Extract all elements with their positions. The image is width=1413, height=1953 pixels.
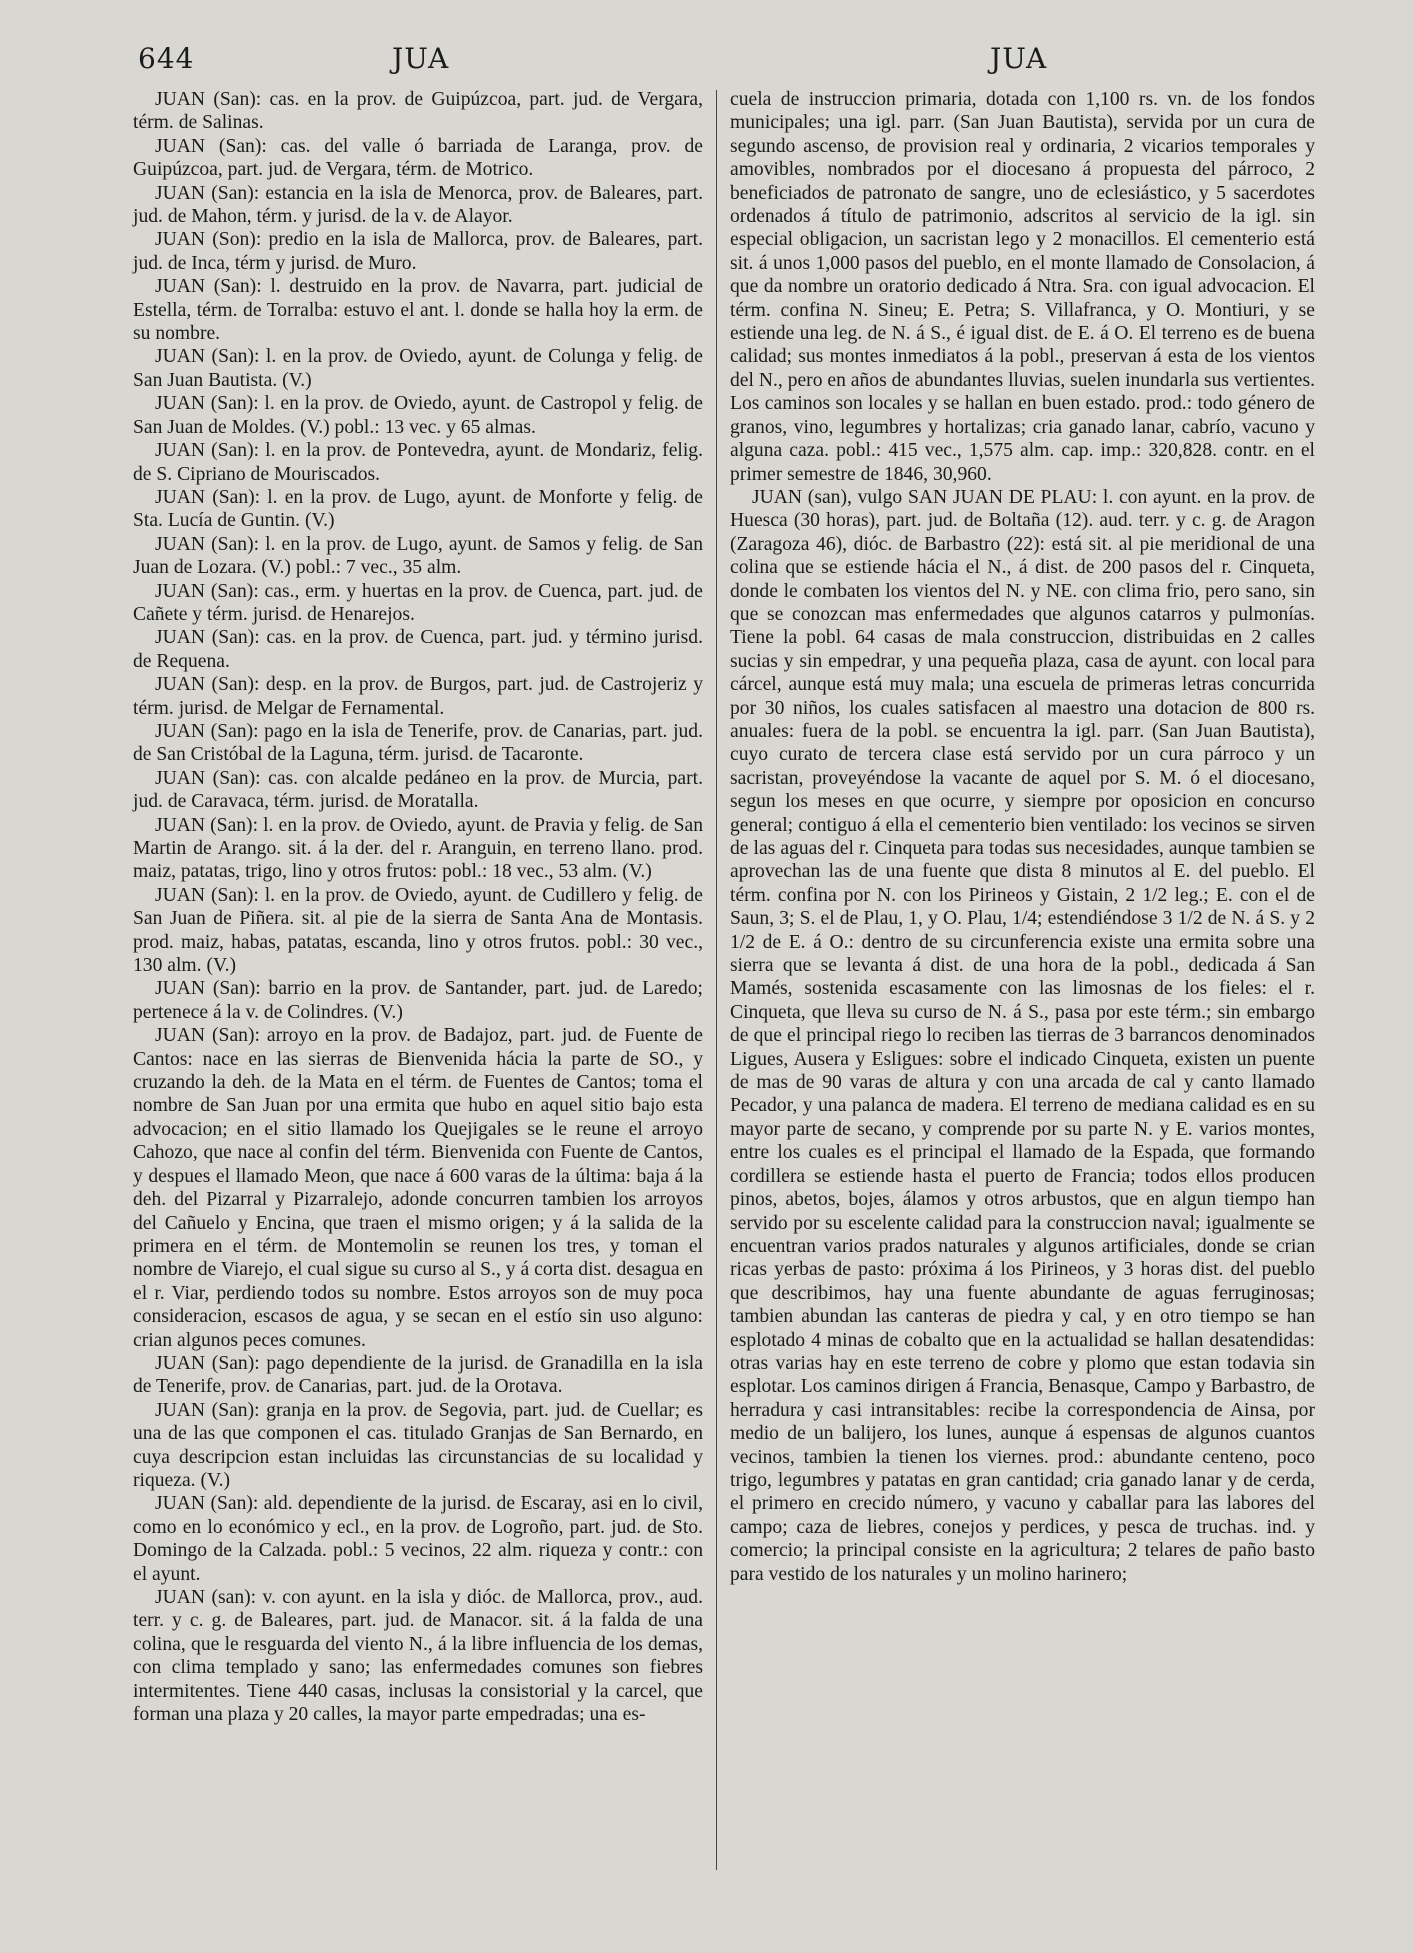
- entry: JUAN (San): estancia en la isla de Menorca, prov. de Baleares, part. jud. de Mahon, térm. y jurisd. de la v. de Alayor.: [133, 182, 703, 228]
- entry: JUAN (San): arroyo en la prov. de Badajoz, part. jud. de Fuente de Cantos: nace en las sierras de Bienvenida hácia la parte de SO., y cruzando la deh. de la Mata en el térm. de Fuentes de Cantos; toma el nombre de San Juan por una ermita que hubo en aquel sitio bajo esta advocacion; en el sitio llamado los Quejigales se le reune el arroyo Cahozo, que nace al confin del térm. Bienvenida con Fuente de Cantos, y despues el llamado Meon, que nace á 600 varas de la última: baja á la deh. del Pizarral y Pizarralejo, adonde concurren tambien los arroyos del Cañuelo y Encina, que traen el mismo origen; y á la salida de la primera en el térm. de Montemolin se reunen los tres, y toman el nombre de Viarejo, el cual sigue su curso al S., y á corta dist. desagua en el r. Viar, perdiendo todos su nombre. Estos arroyos son de muy poca consideracion, escasos de agua, y se secan en el estío sin uso alguno: crian algunos peces comunes.: [133, 1025, 703, 1351]
- entry: JUAN (san): v. con ayunt. en la isla y dióc. de Mallorca, prov., aud. terr. y c. g. de Baleares, part. jud. de Manacor. sit. á la falda de una colina, que le resguarda del viento N., á la libre influencia de los demas, con clima templado y sano; las enfermedades comunes son fiebres intermitentes. Tiene 440 casas, inclusas la consistorial y la carcel, que forman una plaza y 20 calles, la mayor parte empedradas; una es-: [133, 1587, 703, 1726]
- entry: JUAN (San): cas. en la prov. de Guipúzcoa, part. jud. de Vergara, térm. de Salinas.: [133, 89, 703, 134]
- entry: JUAN (San): cas. con alcalde pedáneo en la prov. de Murcia, part. jud. de Caravaca, térm. jurisd. de Moratalla.: [133, 767, 703, 813]
- entry: JUAN (San): l. en la prov. de Pontevedra, ayunt. de Mondariz, felig. de S. Cipriano de Mouriscados.: [133, 440, 703, 485]
- entry-continuation: cuela de instruccion primaria, dotada con 1,100 rs. vn. de los fondos municipales; una igl. parr. (San Juan Bautista), servida por un cura de segundo ascenso, de provision real y ordinaria, 2 vicarios temporales y amovibles, nombrados por el diocesano á propuesta del párroco, 2 beneficiados de patronato de sangre, uno de eclesiástico, y 5 sacerdotes ordenados á título de patrimonio, adscritos al servicio de la igl. sin especial obligacion, un sacristan lego y 2 monacillos. El cementerio está sit. á unos 1,000 pasos del pueblo, en el monte llamado de Consolacion, á que da nombre un oratorio dedicado á Ntra. Sra. con igual advocacion. El térm. confina N. Sineu; E. Petra; S. Villafranca, y O. Montiuri, y se estiende una leg. de N. á S., é igual dist. de E. á O. El terreno es de buena calidad; sus montes inmediatos á la pobl., preservan á esta de los vientos del N., pero en años de abundantes lluvias, suelen inundarla sus vertientes. Los caminos son locales y se hallan en buen estado. prod.: todo género de granos, vino, legumbres y hortalizas; cria ganado lanar, cabrío, vacuno y alguna caza. pobl.: 415 vec., 1,575 alm. cap. imp.: 320,828. contr. en el primer semestre de 1846, 30,960.: [730, 89, 1315, 485]
- entry: JUAN (San): granja en la prov. de Segovia, part. jud. de Cuellar; es una de las que componen el cas. titulado Granjas de San Bernardo, en cuya descripcion estan incluidas las circunstancias de su localidad y riqueza. (V.): [133, 1399, 703, 1491]
- column-divider: [716, 90, 717, 1870]
- entry: JUAN (San): cas. del valle ó barriada de Laranga, prov. de Guipúzcoa, part. jud. de Vergara, térm. de Motrico.: [133, 135, 703, 181]
- entry: JUAN (San): l. en la prov. de Oviedo, ayunt. de Colunga y felig. de San Juan Bautista. (V.): [133, 346, 703, 391]
- entry: JUAN (San): cas. en la prov. de Cuenca, part. jud. y término jurisd. de Requena.: [133, 627, 703, 672]
- entry: JUAN (San): l. destruido en la prov. de Navarra, part. judicial de Estella, térm. de Torralba: estuvo el ant. l. donde se halla hoy la erm. de su nombre.: [133, 276, 703, 345]
- entry: JUAN (San): l. en la prov. de Oviedo, ayunt. de Pravia y felig. de San Martin de Arango. sit. á la der. del r. Aranguin, en terreno llano. prod. maiz, patatas, trigo, lino y otros frutos: pobl.: 18 vec., 53 alm. (V.): [133, 814, 703, 883]
- right-column: [730, 88, 1315, 1586]
- running-head-right: JUA: [990, 42, 1048, 75]
- entry: JUAN (San): pago dependiente de la jurisd. de Granadilla en la isla de Tenerife, prov. de Canarias, part. jud. de la Orotava.: [133, 1352, 703, 1398]
- entry: JUAN (san), vulgo SAN JUAN DE PLAU: l. con ayunt. en la prov. de Huesca (30 horas), part. jud. de Boltaña (12). aud. terr. y c. g. de Aragon (Zaragoza 46), dióc. de Barbastro (22): está sit. al pie meridional de una colina que se estiende hácia el N., á dist. de 200 pasos del r. Cinqueta, donde le combaten los vientos del N. y NE. con clima frio, pero sano, sin que se conozcan mas enfermedades que algunos catarros y pulmonías. Tiene la pobl. 64 casas de mala construccion, distribuidas en 2 calles sucias y sin empedrar, y una pequeña plaza, casa de ayunt. con local para cárcel, aunque está muy mala; una escuela de primeras letras concurrida por 30 niños, los cuales satisfacen al maestro una dotacion de 800 rs. anuales: fuera de la pobl. se encuentra la igl. parr. (San Juan Bautista), cuyo curato de tercera clase está servido por un cura párroco y un sacristan, proveyéndose la vacante de aquel por S. M. ó el diocesano, segun los meses en que ocurre, y siempre por oposicion en concurso general; contiguo á ella el cementerio bien ventilado: los vecinos se sirven de las aguas del r. Cinqueta para todas sus necesidades, aunque tambien se aprovechan las de una fuente que dista 8 minutos al E. del pueblo. El térm. confina por N. con los Pirineos y Gistain, 2 1/2 leg.; E. con el de Saun, 3; S. el de Plau, 1, y O. Plau, 1/4; estendiéndose 3 1/2 de N. á S. y 2 1/2 de E. á O.: dentro de su circunferencia existe una ermita sobre una sierra que se levanta á dist. de una hora de la pobl., dedicada á San Mamés, sostenida escasamente con las limosnas de los fieles: el r. Cinqueta, que lleva su curso de N. á S., pasa por este térm.; sin embargo de que el principal riego lo reciben las tierras de 3 barrancos denominados Ligues, Ausera y Esligues: sobre el indicado Cinqueta, existen un puente de mas de 90 varas de altura y con una arcada de cal y canto llamado Pecador, y una palanca de madera. El terreno de mediana calidad es en su mayor parte de secano, y comprende por su parte N. y E. varios montes, entre los cuales es el principal el llamado de la Espada, que formando cordillera se estiende hasta el puerto de Francia; todos ellos producen pinos, abetos, bojes, álamos y otros arbustos, que en algun tiempo han servido por su escelente calidad para la construccion naval; igualmente se encuentran varios prados naturales y algunos artificiales, donde se crian ricas yerbas de pasto: próxima á los Pirineos, y 3 horas dist. del pueblo que describimos, hay una fuente abundante de aguas ferruginosas; tambien abundan las canteras de piedra y cal, y en otro tiempo se han esplotado 4 minas de cobalto que en la actualidad se hallan desatendidas: otras varias hay en este terreno de cobre y plomo que estan todavia sin esplotar. Los caminos dirigen á Francia, Benasque, Campo y Barbastro, de herradura y casi intransitables: recibe la correspondencia de Ainsa, por medio de un balijero, los lunes, aunque á espensas de algunos cuantos vecinos, tambien la tienen los viernes. prod.: abundante centeno, poco trigo, legumbres y patatas en gran cantidad; cria ganado lanar y de cerda, el primero en crecido número, y vacuno y caballar para las labores del campo; caza de liebres, conejos y perdices, y pesca de truchas. ind. y comercio; la principal consiste en la agricultura; 2 telares de paño basto para vestido de los naturales y un molino harinero;: [730, 486, 1315, 1585]
- left-column: [133, 88, 703, 1726]
- entry: JUAN (San): l. en la prov. de Oviedo, ayunt. de Castropol y felig. de San Juan de Moldes. (V.) pobl.: 13 vec. y 65 almas.: [133, 393, 703, 438]
- entry: JUAN (San): desp. en la prov. de Burgos, part. jud. de Castrojeriz y térm. jurisd. de Melgar de Fernamental.: [133, 674, 703, 719]
- entry: JUAN (San): ald. dependiente de la jurisd. de Escaray, asi en lo civil, como en lo económico y ecl., en la prov. de Logroño, part. jud. de Sto. Domingo de la Calzada. pobl.: 5 vecinos, 22 alm. riqueza y contr.: con el ayunt.: [133, 1493, 703, 1585]
- entry: JUAN (San): cas., erm. y huertas en la prov. de Cuenca, part. jud. de Cañete y térm. jurisd. de Henarejos.: [133, 580, 703, 625]
- entry: JUAN (Son): predio en la isla de Mallorca, prov. de Baleares, part. jud. de Inca, térm y jurisd. de Muro.: [133, 229, 703, 274]
- entry: JUAN (San): barrio en la prov. de Santander, part. jud. de Laredo; pertenece á la v. de Colindres. (V.): [133, 978, 703, 1023]
- entry: JUAN (San): pago en la isla de Tenerife, prov. de Canarias, part. jud. de San Cristóbal de la Laguna, térm. jurisd. de Tacaronte.: [133, 720, 703, 766]
- entry: JUAN (San): l. en la prov. de Lugo, ayunt. de Samos y felig. de San Juan de Lozara. (V.) pobl.: 7 vec., 35 alm.: [133, 533, 703, 579]
- running-head-left: JUA: [392, 42, 450, 75]
- entry: JUAN (San): l. en la prov. de Oviedo, ayunt. de Cudillero y felig. de San Juan de Piñera. sit. al pie de la sierra de Santa Ana de Montasis. prod. maiz, habas, patatas, escanda, lino y otros frutos. pobl.: 30 vec., 130 alm. (V.): [133, 884, 703, 977]
- page-number: 644: [138, 42, 195, 75]
- entry: JUAN (San): l. en la prov. de Lugo, ayunt. de Monforte y felig. de Sta. Lucía de Guntin. (V.): [133, 486, 703, 532]
